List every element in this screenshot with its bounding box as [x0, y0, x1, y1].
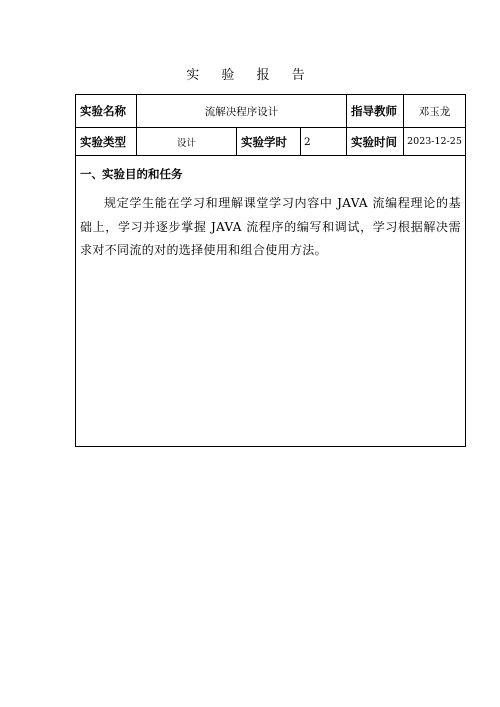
report-title: 实 验 报 告	[186, 68, 314, 83]
report-info-table	[75, 94, 466, 447]
experiment-time-value: 2023-12-25	[404, 128, 466, 156]
experiment-type-row	[76, 128, 466, 156]
experiment-hours-label: 实验学时	[237, 128, 301, 156]
experiment-name-label: 实验名称	[76, 95, 137, 128]
content-cell	[76, 156, 466, 447]
section-body-text: 规定学生能在学习和理解课堂学习内容中 JAVA 流编程理论的基础上，学习并逐步掌握 JAVA 流程序的编写和调试，学习根据解决需求对不同流的对的选择使用和组合使用方法。	[80, 196, 462, 257]
experiment-hours-value: 2	[301, 128, 347, 156]
experiment-time-label: 实验时间	[347, 128, 404, 156]
experiment-name-row	[76, 95, 466, 128]
experiment-type-label: 实验类型	[76, 128, 137, 156]
section-title: 实验目的和任务	[102, 167, 183, 181]
content-row	[76, 156, 466, 447]
experiment-name-value: 流解决程序设计	[137, 95, 347, 128]
instructor-value: 邓玉龙	[404, 95, 466, 128]
experiment-type-value: 设计	[137, 128, 237, 156]
section-number: 一、	[80, 167, 103, 181]
instructor-label: 指导教师	[347, 95, 404, 128]
section-heading	[76, 156, 465, 188]
